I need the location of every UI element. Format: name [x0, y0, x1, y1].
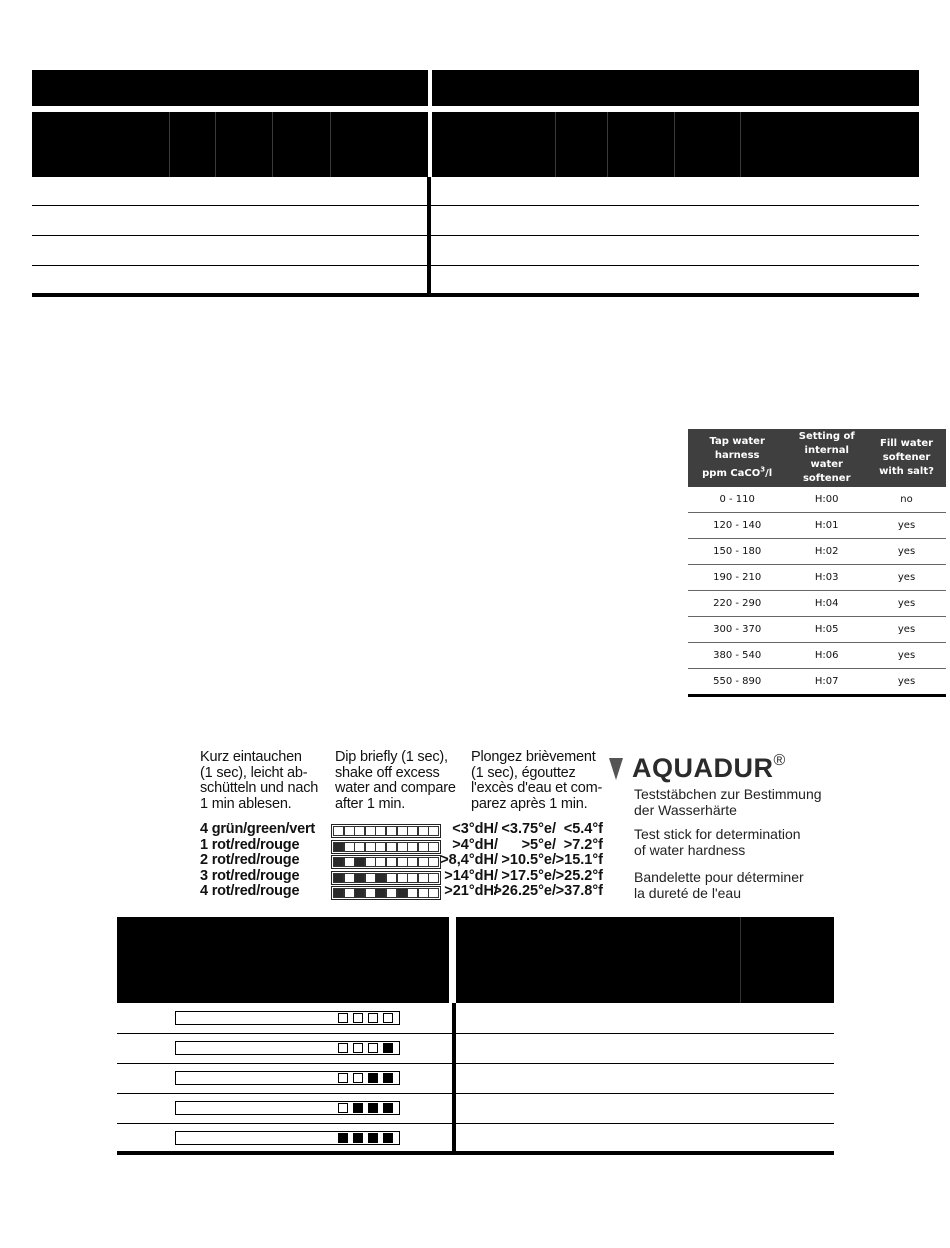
table-row — [688, 565, 946, 591]
strip-pad — [386, 826, 397, 836]
column-separator — [272, 112, 273, 177]
strip-pad — [338, 1133, 348, 1143]
strip-pad — [407, 826, 418, 836]
strip-pad — [397, 842, 408, 852]
strip-pad — [428, 888, 439, 898]
strip-pad — [344, 842, 355, 852]
strip-pad — [354, 842, 365, 852]
hardness-value-f: >7.2°f — [563, 836, 603, 853]
hardness-value-dh: >21°dH/ — [444, 883, 498, 900]
column-separator — [555, 112, 556, 177]
strip-pad — [368, 1073, 378, 1083]
cell-range: 380 - 540 — [688, 643, 786, 669]
strip-pad — [375, 888, 386, 898]
strip-pad — [383, 1043, 393, 1053]
top-table-vertical-divider — [427, 177, 431, 295]
color-strip — [331, 871, 441, 885]
strip-pad — [344, 888, 355, 898]
table-row-divider — [32, 205, 919, 206]
strip-pad — [386, 857, 397, 867]
cell-salt: yes — [867, 565, 946, 591]
cell-range: 220 - 290 — [688, 591, 786, 617]
column-separator — [740, 112, 741, 177]
table-row — [688, 591, 946, 617]
strip-pad — [383, 1103, 393, 1113]
strip-pad — [365, 857, 376, 867]
cell-range: 120 - 140 — [688, 513, 786, 539]
cell-setting: H:02 — [786, 539, 867, 565]
strip-pad — [397, 873, 408, 883]
hardness-value-f: >37.8°f — [555, 883, 603, 900]
test-strip-sample — [175, 1101, 400, 1115]
table-bottom-rule — [32, 293, 919, 297]
strip-pad — [386, 842, 397, 852]
strip-pad — [368, 1133, 378, 1143]
column-separator — [607, 112, 608, 177]
strip-pad — [354, 857, 365, 867]
instructions-german: Kurz eintauchen (1 sec), leicht ab- schütteln und nach 1 min ablesen. — [200, 749, 319, 812]
strip-pad — [353, 1073, 363, 1083]
hardness-value-e: >10.5°e/ — [501, 852, 556, 869]
strip-pad — [397, 857, 408, 867]
strip-pad — [375, 873, 386, 883]
strip-pad — [338, 1013, 348, 1023]
cell-setting: H:03 — [786, 565, 867, 591]
table-row-divider — [117, 1093, 834, 1094]
table-bottom-rule — [117, 1151, 834, 1155]
strip-pad — [397, 888, 408, 898]
strip-pad — [383, 1073, 393, 1083]
test-strip-sample — [175, 1131, 400, 1145]
strip-pad — [333, 826, 344, 836]
cell-range: 190 - 210 — [688, 565, 786, 591]
column-separator — [169, 112, 170, 177]
aquadur-test-strip-label — [104, 750, 844, 910]
test-strip-sample — [175, 1071, 400, 1085]
description-english: Test stick for determination of water hardness — [634, 826, 801, 858]
strip-pad — [344, 873, 355, 883]
strip-pad — [353, 1133, 363, 1143]
hardness-value-dh: >14°dH/ — [444, 867, 498, 884]
strip-pad — [338, 1043, 348, 1053]
strip-pad — [333, 857, 344, 867]
cell-setting: H:07 — [786, 669, 867, 696]
cell-salt: yes — [867, 617, 946, 643]
strip-pad — [407, 873, 418, 883]
strip-pad — [368, 1043, 378, 1053]
strip-pad — [407, 857, 418, 867]
hardness-value-dh: >4°dH/ — [452, 836, 498, 853]
header-softener-setting: Setting of internal water softener — [786, 429, 867, 487]
color-strip — [331, 886, 441, 900]
strip-pad — [407, 888, 418, 898]
table-row — [688, 539, 946, 565]
softener-settings-table — [688, 429, 946, 697]
header-hardness-line1: Tap water harness — [709, 435, 765, 461]
strip-pad — [333, 888, 344, 898]
test-strip-sample — [175, 1041, 400, 1055]
table-row — [688, 643, 946, 669]
results-table-header-left — [117, 917, 449, 1003]
column-separator — [215, 112, 216, 177]
instructions-french: Plongez brièvement (1 sec), égouttez l'excès d'eau et com- parez après 1 min. — [471, 749, 603, 812]
level-label: 1 rot/red/rouge — [200, 836, 300, 853]
test-strip-results-table — [117, 917, 834, 1157]
table-row-divider — [117, 1033, 834, 1034]
strip-pad — [365, 842, 376, 852]
cell-setting: H:04 — [786, 591, 867, 617]
level-label: 4 rot/red/rouge — [200, 883, 300, 900]
dip-marker-triangle-icon — [609, 758, 623, 780]
table-row-divider — [117, 1063, 834, 1064]
strip-pad — [333, 842, 344, 852]
top-table-header-left — [32, 112, 428, 177]
strip-pad — [354, 826, 365, 836]
cell-salt: yes — [867, 643, 946, 669]
strip-pad — [365, 826, 376, 836]
strip-pad — [365, 873, 376, 883]
results-table-vertical-divider — [452, 1003, 456, 1154]
cell-salt: yes — [867, 513, 946, 539]
strip-pad — [353, 1013, 363, 1023]
strip-pad — [375, 857, 386, 867]
column-separator — [740, 917, 741, 1003]
strip-pad — [418, 873, 429, 883]
color-strip — [331, 840, 441, 854]
cell-range: 550 - 890 — [688, 669, 786, 696]
instructions-english: Dip briefly (1 sec), shake off excess water and compare after 1 min. — [335, 749, 456, 812]
strip-pad — [333, 873, 344, 883]
strip-pad — [375, 826, 386, 836]
description-french: Bandelette pour déterminer la dureté de l'eau — [634, 869, 804, 901]
strip-pad — [418, 842, 429, 852]
strip-pad — [368, 1013, 378, 1023]
cell-setting: H:05 — [786, 617, 867, 643]
column-separator — [330, 112, 331, 177]
hardness-value-dh: >8,4°dH/ — [440, 852, 498, 869]
strip-pad — [428, 857, 439, 867]
header-hardness-unit: ppm CaCO$^3$/l — [702, 465, 773, 480]
hardness-value-f: >15.1°f — [555, 852, 603, 869]
description-german: Teststäbchen zur Bestimmung der Wasserhärte — [634, 786, 822, 818]
cell-range: 150 - 180 — [688, 539, 786, 565]
strip-pad — [383, 1013, 393, 1023]
strip-pad — [344, 826, 355, 836]
cell-setting: H:01 — [786, 513, 867, 539]
strip-pad — [368, 1103, 378, 1113]
table-row-divider — [32, 235, 919, 236]
top-table-title-right — [432, 70, 919, 106]
strip-pad — [428, 873, 439, 883]
level-label: 4 grün/green/vert — [200, 821, 316, 837]
cell-salt: no — [867, 487, 946, 513]
test-strip-sample — [175, 1011, 400, 1025]
cell-range: 0 - 110 — [688, 487, 786, 513]
hardness-value-e: >5°e/ — [521, 836, 556, 853]
level-label: 2 rot/red/rouge — [200, 852, 300, 869]
strip-pad — [338, 1103, 348, 1113]
top-table-header-right — [432, 112, 919, 177]
top-table-title-left — [32, 70, 428, 106]
strip-pad — [428, 826, 439, 836]
table-row — [688, 487, 946, 513]
strip-pad — [353, 1043, 363, 1053]
header-tap-water-hardness — [688, 429, 786, 487]
strip-pad — [353, 1103, 363, 1113]
hardness-value-f: >25.2°f — [555, 867, 603, 884]
table-row — [688, 513, 946, 539]
strip-pad — [354, 873, 365, 883]
cell-salt: yes — [867, 539, 946, 565]
strip-pad — [407, 842, 418, 852]
strip-pad — [383, 1133, 393, 1143]
strip-pad — [386, 888, 397, 898]
cell-setting: H:00 — [786, 487, 867, 513]
cell-salt: yes — [867, 591, 946, 617]
color-strip — [331, 824, 441, 838]
strip-pad — [418, 857, 429, 867]
column-separator — [674, 112, 675, 177]
cell-range: 300 - 370 — [688, 617, 786, 643]
hardness-value-f: <5.4°f — [563, 821, 603, 837]
table-row — [688, 669, 946, 696]
hardness-value-e: <3.75°e/ — [501, 821, 556, 837]
strip-pad — [338, 1073, 348, 1083]
strip-pad — [365, 888, 376, 898]
header-fill-salt: Fill water softener with salt? — [867, 429, 946, 487]
hardness-value-e: >26.25°e/ — [493, 883, 556, 900]
top-table — [32, 70, 919, 298]
hardness-value-dh: <3°dH/ — [452, 821, 498, 837]
results-table-header-right — [456, 917, 834, 1003]
strip-pad — [397, 826, 408, 836]
cell-setting: H:06 — [786, 643, 867, 669]
strip-pad — [375, 842, 386, 852]
strip-pad — [418, 826, 429, 836]
softener-table-body — [688, 487, 946, 696]
table-row-divider — [117, 1123, 834, 1124]
aquadur-logo: AQUADUR® — [632, 752, 786, 783]
strip-pad — [428, 842, 439, 852]
strip-pad — [344, 857, 355, 867]
cell-salt: yes — [867, 669, 946, 696]
table-row — [688, 617, 946, 643]
level-label: 3 rot/red/rouge — [200, 867, 300, 884]
table-row-divider — [32, 265, 919, 266]
color-strip — [331, 855, 441, 869]
strip-pad — [386, 873, 397, 883]
strip-pad — [418, 888, 429, 898]
strip-pad — [354, 888, 365, 898]
hardness-value-e: >17.5°e/ — [501, 867, 556, 884]
